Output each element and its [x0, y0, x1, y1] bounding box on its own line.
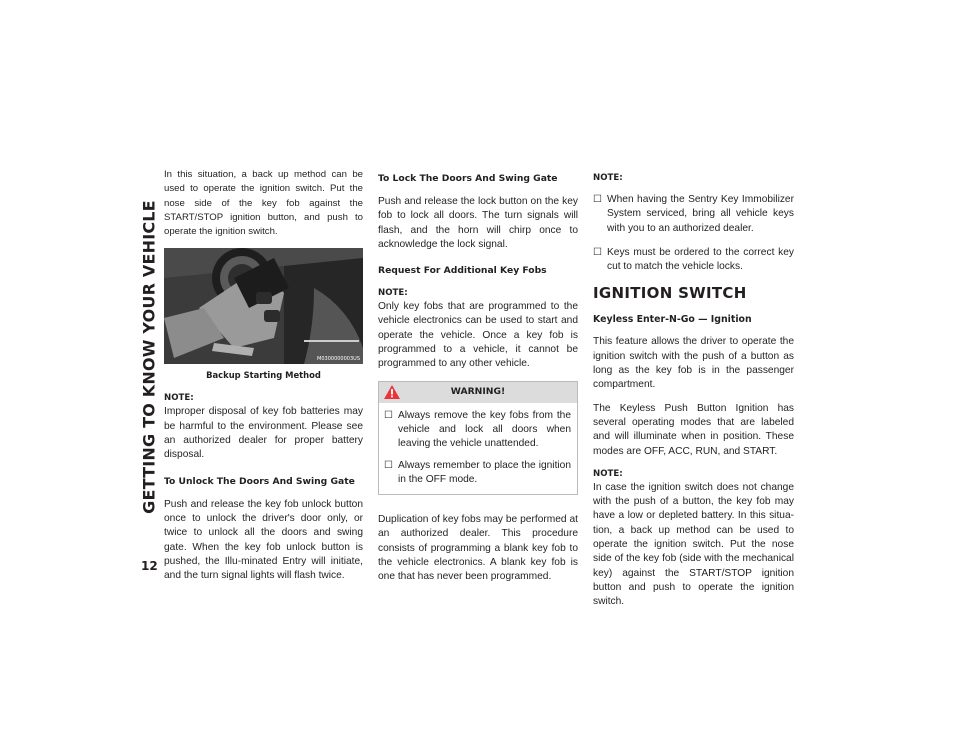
note-label: NOTE:	[164, 393, 194, 404]
column-3	[593, 168, 794, 619]
chapter-title-text: GETTING TO KNOW YOUR VEHICLE	[139, 200, 159, 514]
column-2	[378, 168, 578, 594]
note-text: Only key fobs that are programmed to the vehicle electronics can be used to start and operate the vehicle. Once a key fob is programmed to a vehicle, it cannot be programmed to any other vehicle.	[378, 301, 578, 370]
note-item	[593, 246, 794, 275]
note-item-text: Keys must be ordered to the correct key cut to match the vehicle locks.	[607, 246, 794, 273]
note-label: NOTE:	[378, 288, 408, 299]
section-title: IGNITION SWITCH	[593, 284, 747, 303]
warning-item	[384, 409, 571, 452]
chapter-side-title	[137, 172, 161, 542]
warning-header	[379, 382, 577, 403]
note-label: NOTE:	[593, 468, 623, 479]
lock-heading: To Lock The Doors And Swing Gate	[378, 173, 558, 184]
note-item	[593, 193, 794, 236]
lock-text: Push and release the lock button on the key fob to lock all doors. The turn signals will flash, and the horn will chirp once to acknowledge the lock signal.	[378, 196, 578, 250]
note-item-text: When having the Sentry Key Immobilizer System serviced, bring all vehicle keys with you to an authorized dealer.	[607, 194, 794, 234]
checkbox-bullet-icon: ☐	[384, 459, 393, 471]
note-text: Improper disposal of key fob batteries may be harmful to the environment. Please see an authorized dealer for proper battery disposal.	[164, 406, 363, 461]
checkbox-bullet-icon: ☐	[384, 409, 393, 421]
intro-paragraph: In this situation, a back up method can be used to operate the ignition switch. Put the nose side of the key fob against the START/STOP ignition button, and push to operate the ignition switch.	[164, 169, 363, 238]
note-label: NOTE:	[593, 173, 623, 183]
image-code: M0300000003US	[317, 356, 360, 363]
warning-title: WARNING!	[450, 385, 506, 397]
note-text: In case the ignition switch does not change with the push of a button, the key fob may have a low or depleted battery. In this situa-tion, a back up method can be used to operate the ignition switch. Put the nose side of the key fob (side with the mechanical key) against the START/STOP ignition button and push to operate the ignition switch.	[593, 481, 794, 608]
image-caption: Backup Starting Method	[206, 370, 321, 381]
warning-item-text: Always remove the key fobs from the vehicle and lock all doors when leaving the vehicle unattended.	[398, 409, 571, 450]
duplication-text: Duplication of key fobs may be performed at an authorized dealer. This procedure consists of programming a blank key fob to the vehicle electronics. A blank key fob is one that has never been programmed.	[378, 514, 578, 583]
warning-item-text: Always remember to place the ignition in the OFF mode.	[398, 459, 571, 485]
warning-body	[379, 403, 577, 487]
checkbox-bullet-icon: ☐	[593, 194, 602, 205]
ignition-para-1: This feature allows the driver to operate the ignition switch with the push of a button as long as the key fob is in the passenger compartment.	[593, 336, 794, 391]
unlock-heading: To Unlock The Doors And Swing Gate	[164, 475, 355, 487]
page-number: 12	[141, 559, 158, 573]
column-1	[164, 168, 363, 592]
warning-box	[378, 381, 578, 495]
sub-heading: Keyless Enter-N-Go — Ignition	[593, 314, 752, 326]
ignition-para-2: The Keyless Push Button Ignition has several operating modes that are labeled and will illuminate when in position. These modes are OFF, ACC, RUN, and START.	[593, 402, 794, 457]
warning-item	[384, 459, 571, 488]
backup-starting-photo	[164, 248, 363, 364]
checkbox-bullet-icon: ☐	[593, 246, 602, 258]
request-fobs-heading: Request For Additional Key Fobs	[378, 265, 547, 277]
key-fob-illustration	[164, 248, 363, 364]
unlock-text: Push and release the key fob unlock button once to unlock the driver's door only, or twice to unlock all the doors and swing gate. When the key fob unlock button is pushed, the Illu-minated Entry will initiate, and the turn signal lights will flash twice.	[164, 498, 363, 582]
